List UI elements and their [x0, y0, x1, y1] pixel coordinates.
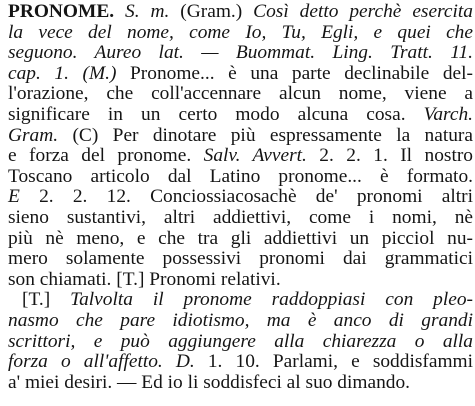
text-span: (C) Per dinotare più espressamente la natura: [58, 124, 473, 146]
text-line: [8, 84, 473, 105]
text-line: [8, 332, 473, 353]
italic-text: S. m.: [114, 1, 170, 22]
text-line: [8, 208, 473, 229]
text-line: [8, 187, 473, 208]
italic-text: Gram.: [8, 124, 59, 146]
text-span: più nè meno, e che tra gli addiettivi un picciol nu-: [8, 227, 473, 249]
italic-text: la vece del nome, come Io, Tu, Egli, e quei che: [8, 21, 473, 43]
text-line: [8, 290, 473, 311]
text-line: [8, 23, 473, 44]
italic-text: cap. 1. (M.): [8, 62, 131, 84]
text-line: [8, 229, 473, 250]
headword: PRONOME.: [8, 1, 115, 22]
italic-text: Salv. Avvert.: [203, 145, 307, 167]
text-span: Pronome... è una parte declinabile del-: [130, 62, 473, 84]
text-span: significare in un certo modo alcuna cosa.: [8, 103, 424, 125]
text-span: l'orazione, che coll'accennare alcun nome, viene a: [8, 83, 473, 105]
text-span: 2. 2. 1. Il nostro: [306, 145, 473, 167]
text-span: (Gram.): [169, 1, 254, 22]
italic-text: Varch.: [423, 103, 473, 125]
entry-lines: [8, 2, 473, 393]
italic-text: forza o all'affetto. D.: [8, 351, 195, 373]
text-line: [8, 270, 473, 291]
italic-text: nasmo che pare idiotismo, ma è anco di grandi: [8, 309, 473, 331]
text-line: [8, 352, 473, 373]
text-span: 2. 2. 12. Conciossiacosachè de' pronomi altri: [19, 186, 473, 208]
text-line: [8, 126, 473, 147]
text-span: [T.]: [22, 289, 71, 311]
text-span: sieno sustantivi, altri addiettivi, come i nomi, nè: [8, 206, 473, 228]
text-line: [8, 311, 473, 332]
italic-text: scrittori, e può aggiungere alla chiarezza o alla: [8, 330, 473, 352]
text-line: [8, 167, 473, 188]
text-span: e forza del pronome.: [8, 145, 204, 167]
text-span: a' miei desiri. — Ed io li soddisfeci al suo dimando.: [8, 371, 411, 393]
text-span: son chiamati. [T.] Pronomi relativi.: [8, 268, 281, 290]
italic-text: seguono. Aureo lat. — Buommat. Ling. Tratt. 11.: [8, 42, 473, 64]
text-span: 1. 10. Parlami, e soddisfammi: [194, 351, 473, 373]
text-line: [8, 373, 473, 394]
text-span: Toscano articolo dal Latino pronome... è formato.: [8, 165, 473, 187]
text-line: [8, 2, 473, 23]
italic-text: Così detto perchè esercita: [253, 1, 473, 22]
text-line: [8, 64, 473, 85]
text-line: [8, 43, 473, 64]
text-line: [8, 105, 473, 126]
text-span: mero solamente possessivi pronomi dai grammatici: [8, 248, 473, 270]
text-line: [8, 249, 473, 270]
italic-text: E: [8, 186, 20, 208]
text-line: [8, 146, 473, 167]
italic-text: Talvolta il pronome raddoppiasi con pleo-: [70, 289, 473, 311]
